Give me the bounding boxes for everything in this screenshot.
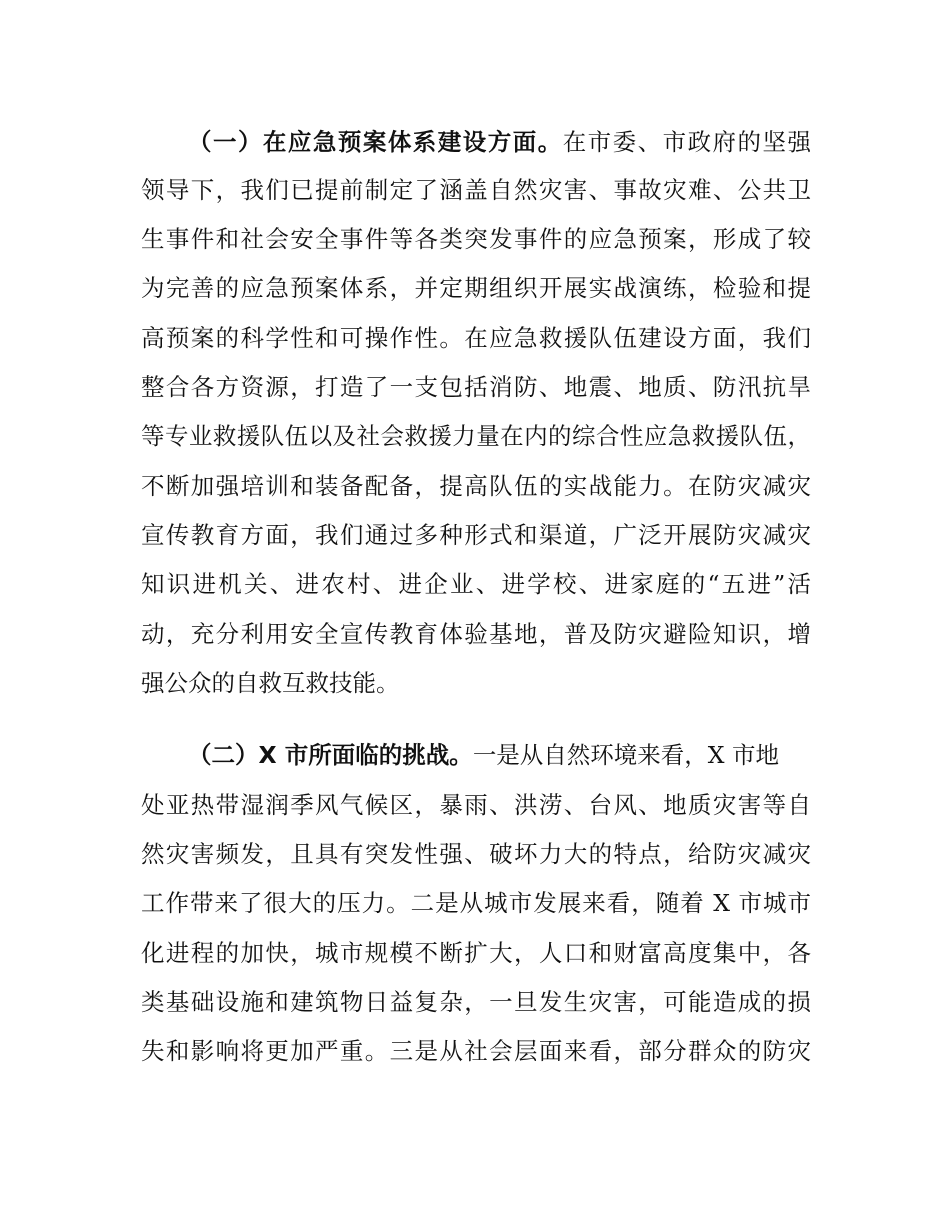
- paragraph-line: 领导下，我们已提前制定了涵盖自然灾害、事故灾难、公共卫: [141, 176, 811, 204]
- section-2-heading: （二）X 市所面临的挑战。: [188, 741, 473, 769]
- section-2-first-line-text: 一是从自然环境来看，X 市地: [472, 741, 780, 769]
- paragraph-line: 生事件和社会安全事件等各类突发事件的应急预案，形成了较: [141, 225, 811, 253]
- paragraph-line: 化进程的加快，城市规模不断扩大，人口和财富高度集中，各: [141, 939, 811, 967]
- paragraph-line: 动，充分利用安全宣传教育体验基地，普及防灾避险知识，增: [141, 620, 811, 648]
- section-1-heading: （一）在应急预案体系建设方面。: [188, 128, 563, 156]
- paragraph-line: 然灾害频发，且具有突发性强、破坏力大的特点，给防灾减灾: [141, 840, 811, 868]
- paragraph-line: 高预案的科学性和可操作性。在应急救援队伍建设方面，我们: [141, 324, 811, 352]
- paragraph-line: 处亚热带湿润季风气候区，暴雨、洪涝、台风、地质灾害等自: [141, 791, 811, 819]
- section-1-first-line-text: 在市委、市政府的坚强: [562, 128, 811, 156]
- section-1-first-line: [188, 122, 811, 162]
- paragraph-line: 等专业救援队伍以及社会救援力量在内的综合性应急救援队伍，: [141, 422, 811, 450]
- paragraph-line: 宣传教育方面，我们通过多种形式和渠道，广泛开展防灾减灾: [141, 521, 811, 549]
- paragraph-line: 不断加强培训和装备配备，提高队伍的实战能力。在防灾减灾: [141, 472, 811, 500]
- paragraph-line: 为完善的应急预案体系，并定期组织开展实战演练，检验和提: [141, 274, 811, 302]
- section-2-first-line: [188, 735, 811, 775]
- paragraph-line: 强公众的自救互救技能。: [141, 669, 400, 697]
- paragraph-line: 类基础设施和建筑物日益复杂，一旦发生灾害，可能造成的损: [141, 988, 811, 1016]
- paragraph-line: 失和影响将更加严重。三是从社会层面来看，部分群众的防灾: [141, 1037, 811, 1065]
- paragraph-line: 知识进机关、进农村、进企业、进学校、进家庭的“五进”活: [141, 570, 811, 598]
- paragraph-line: 整合各方资源，打造了一支包括消防、地震、地质、防汛抗旱: [141, 373, 811, 401]
- paragraph-line: 工作带来了很大的压力。二是从城市发展来看，随着 X 市城市: [141, 889, 811, 917]
